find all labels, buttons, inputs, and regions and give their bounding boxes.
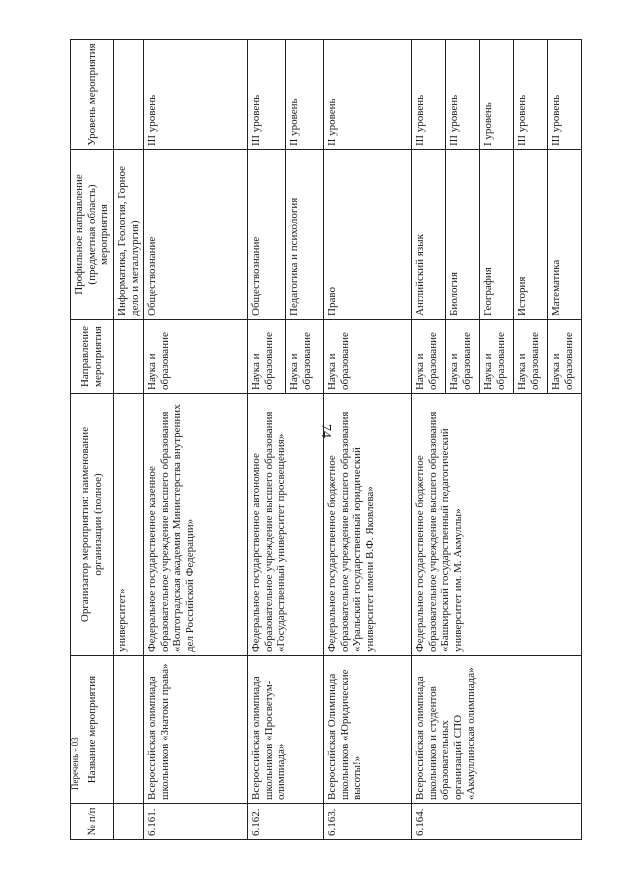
table-row-continuation xyxy=(113,40,143,840)
cell-number: 6.163. xyxy=(324,804,412,840)
cell-direction: Наука и образование xyxy=(412,320,446,394)
cell-direction: Наука и образование xyxy=(514,320,548,394)
cell-profile: Право xyxy=(324,150,412,320)
cell-direction xyxy=(113,320,143,394)
table-row xyxy=(248,40,286,840)
cell-direction: Наука и образование xyxy=(248,320,286,394)
header-direction: Направление мероприятия xyxy=(71,320,114,394)
cell-level: III уровень xyxy=(514,40,548,150)
cell-level: III уровень xyxy=(144,40,248,150)
cell-profile: Биология xyxy=(446,150,480,320)
table-row xyxy=(412,40,446,840)
cell-level: I уровень xyxy=(480,40,514,150)
cell-profile: История xyxy=(514,150,548,320)
page-number: 74 xyxy=(318,424,333,438)
cell-organizer: Федеральное государственное автономное образовательное учреждение высшего образования «Государственный университет просвещения» xyxy=(248,394,324,656)
cell-organizer: Федеральное государственное бюджетное образовательное учреждение высшего образования «Башкирский государственный педагогический университет им. М. Акмуллы» xyxy=(412,394,582,656)
cell-profile: Обществознание xyxy=(248,150,286,320)
cell-profile: Математика xyxy=(548,150,582,320)
cell-direction: Наука и образование xyxy=(324,320,412,394)
cell-direction: Наука и образование xyxy=(548,320,582,394)
cell-profile: Педагогика и психология xyxy=(286,150,324,320)
cell-direction: Наука и образование xyxy=(446,320,480,394)
header-profile: Профильное направление (предметная область) мероприятия xyxy=(71,150,114,320)
cell-level: III уровень xyxy=(412,40,446,150)
cell-level: II уровень xyxy=(286,40,324,150)
table-header-row xyxy=(71,40,114,840)
cell-number: 6.161. xyxy=(144,804,248,840)
cell-name: Всероссийская олимпиада школьников и студентов образовательных организаций СПО «Акмуллинская олимпиада» xyxy=(412,656,582,804)
cell-level: III уровень xyxy=(446,40,480,150)
cell-profile: Информатика, Геология, Горное дело и металлургия) xyxy=(113,150,143,320)
table-row xyxy=(144,40,248,840)
cell-profile: Английский язык xyxy=(412,150,446,320)
cell-name: Всероссийская олимпиада школьников «Знатоки права» xyxy=(144,656,248,804)
cell-number: 6.164. xyxy=(412,804,582,840)
header-level: Уровень мероприятия xyxy=(71,40,114,150)
header-organizer: Организатор мероприятия: наименование организации (полное) xyxy=(71,394,114,656)
cell-level: III уровень xyxy=(548,40,582,150)
cell-profile: Обществознание xyxy=(144,150,248,320)
cell-name: Всероссийская олимпиада школьников «Просветум-олимпиада» xyxy=(248,656,324,804)
cell-organizer: Федеральное государственное казенное образовательное учреждение высшего образования «Волгоградская академия Министерства внутренних дел Российской Федерации» xyxy=(144,394,248,656)
cell-number: 6.162. xyxy=(248,804,324,840)
table-row xyxy=(324,40,412,840)
cell-organizer: университет» xyxy=(113,394,143,656)
cell-level: II уровень xyxy=(324,40,412,150)
cell-number xyxy=(113,804,143,840)
cell-direction: Наука и образование xyxy=(480,320,514,394)
cell-level: III уровень xyxy=(248,40,286,150)
events-table xyxy=(70,39,582,840)
cell-name: Всероссийская Олимпиада школьников «Юридические высоты!» xyxy=(324,656,412,804)
cell-direction: Наука и образование xyxy=(144,320,248,394)
footer-note: Перечень - 03 xyxy=(70,737,80,790)
header-number: № п/п xyxy=(71,804,114,840)
cell-level xyxy=(113,40,143,150)
cell-organizer: Федеральное государственное бюджетное образовательное учреждение высшего образования «Уральский государственный юридический университет имени В.Ф. Яковлева» xyxy=(324,394,412,656)
rotated-page-content xyxy=(70,40,582,840)
cell-profile: География xyxy=(480,150,514,320)
header-event-name: Название мероприятия xyxy=(71,656,114,804)
cell-name xyxy=(113,656,143,804)
cell-direction: Наука и образование xyxy=(286,320,324,394)
